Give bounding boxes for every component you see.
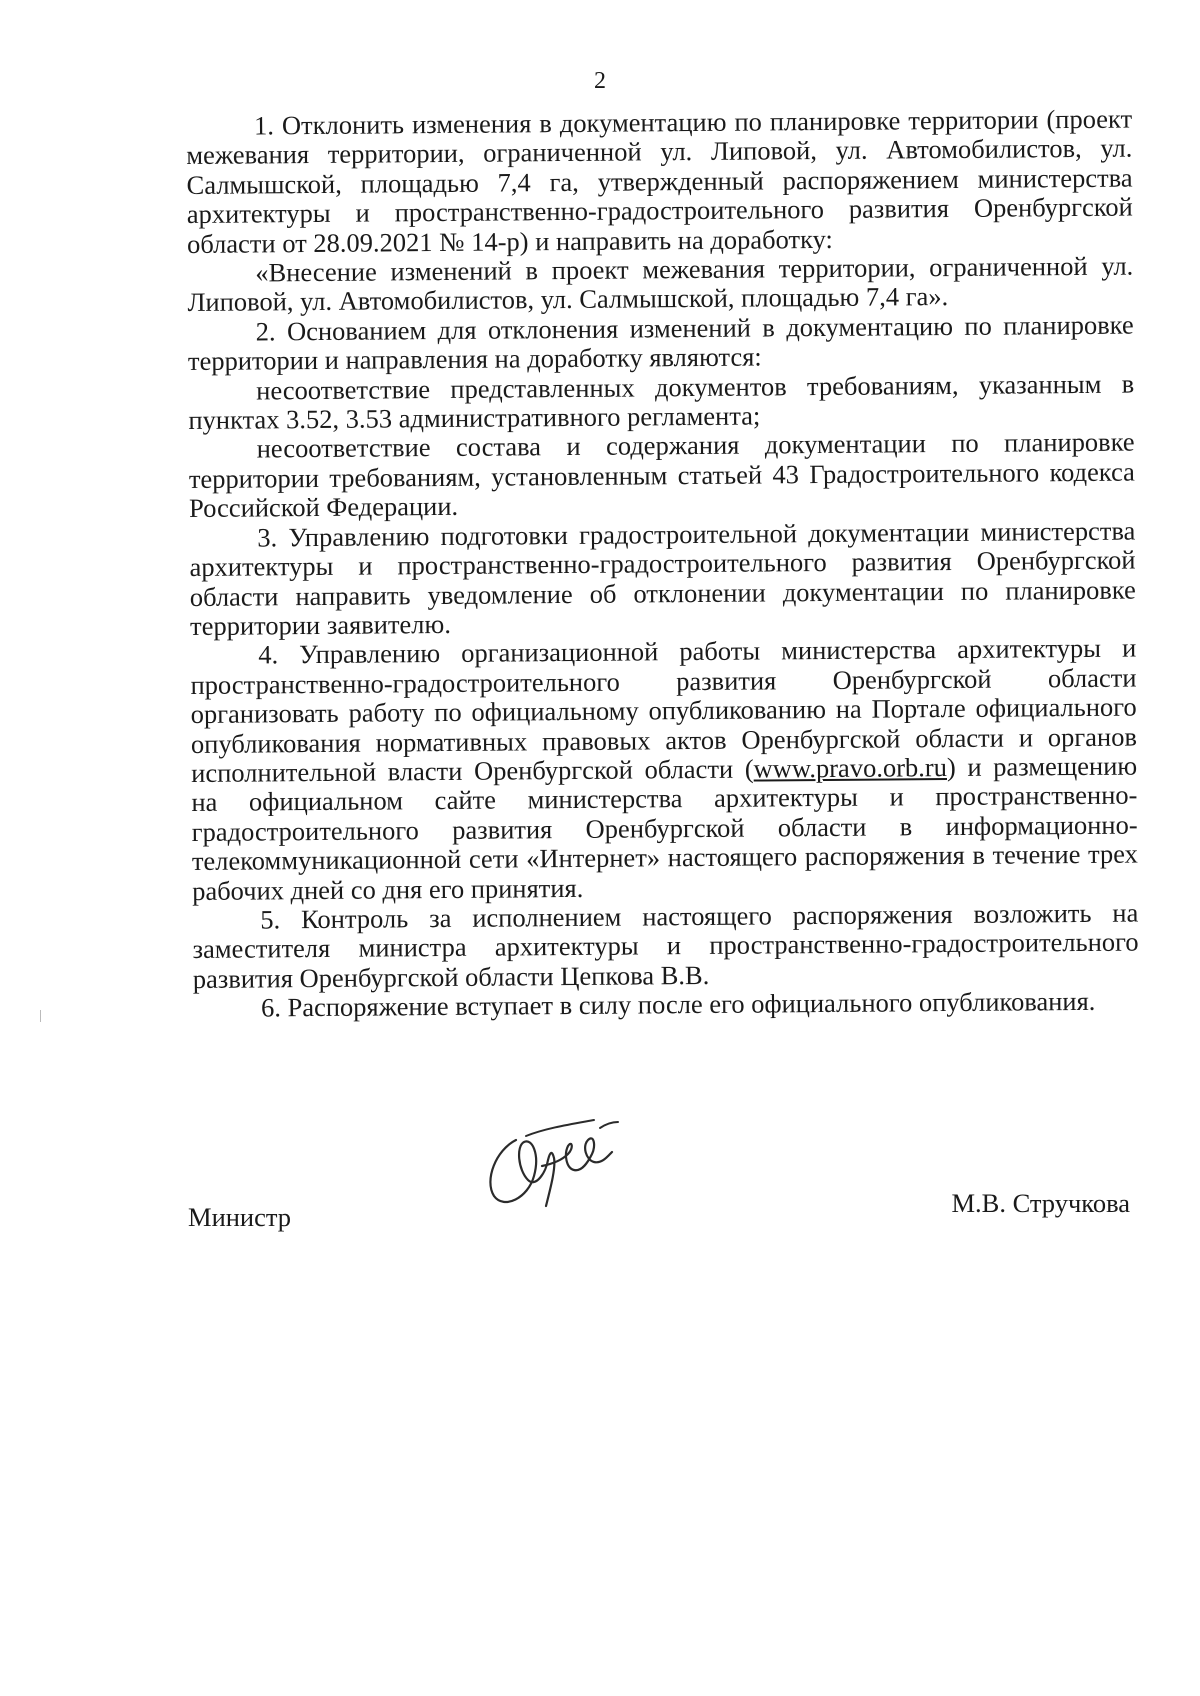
- paragraph-1: 1. Отклонить изменения в документацию по планировке территории (проект межевания территории, ограниченной ул. Липовой, ул. Автомобилистов, ул. Салмышской, площадью 7,4 га, утвержденный распоряжением министерства архитектуры и пространственно-градостроительного развития Оренбургской области от 28.09.2021 № 14-р) и направить на доработку:: [186, 103, 1133, 259]
- paragraph-4: [190, 634, 1138, 906]
- signature-block: [186, 1180, 1132, 1240]
- paragraph-2: 2. Основанием для отклонения изменений в документацию по планировке территории и направления на доработку являются:: [187, 309, 1134, 377]
- paragraph-5: 5. Контроль за исполнением настоящего распоряжения возложить на заместителя министра архитектуры и пространственно-градостроительного развития Оренбургской области Цепкова В.В.: [192, 897, 1139, 994]
- handwritten-signature: [476, 1110, 636, 1220]
- paragraph-1-quote: «Внесение изменений в проект межевания территории, ограниченной ул. Липовой, ул. Автомобилистов, ул. Салмышской, площадью 7,4 га».: [187, 250, 1134, 318]
- paragraph-2-item-1: несоответствие представленных документов требованиям, указанным в пунктах 3.52, 3.53 административного регламента;: [188, 368, 1135, 436]
- margin-mark: [40, 1010, 41, 1022]
- paragraph-6: 6. Распоряжение вступает в силу после его официального опубликования.: [260, 986, 1096, 1023]
- paragraph-3: 3. Управлению подготовки градостроительной документации министерства архитектуры и пространственно-градостроительного развития Оренбургской области направить уведомление об отклонении документации по планировке территории заявителю.: [189, 515, 1136, 641]
- document-body: [186, 105, 1139, 1024]
- paragraph-4-text-after-link: ) и размещению на официальном сайте министерства архитектуры и пространственно-градостроительного развития Оренбургской области в информационно-телекоммуникационной сети «Интернет» настоящего распоряжения в течение трех рабочих дней со дня его принятия.: [191, 750, 1138, 906]
- portal-link[interactable]: www.pravo.orb.ru: [753, 751, 948, 784]
- minister-name: М.В. Стручкова: [951, 1188, 1130, 1218]
- page-number: 2: [594, 68, 606, 94]
- paragraph-4-text-before-link: 4. Управлению организационной работы министерства архитектуры и пространственно-градостроительного развития Оренбургской области организовать работу по официальному опубликованию на Портале официального опубликования нормативных правовых актов Оренбургской области и органов исполнительной власти Оренбургской области (: [190, 632, 1138, 788]
- minister-title: Министр: [188, 1202, 292, 1232]
- paragraph-2-item-2: несоответствие состава и содержания документации по планировке территории требованиям, установленным статьей 43 Градостроительного кодекса Российской Федерации.: [188, 427, 1135, 524]
